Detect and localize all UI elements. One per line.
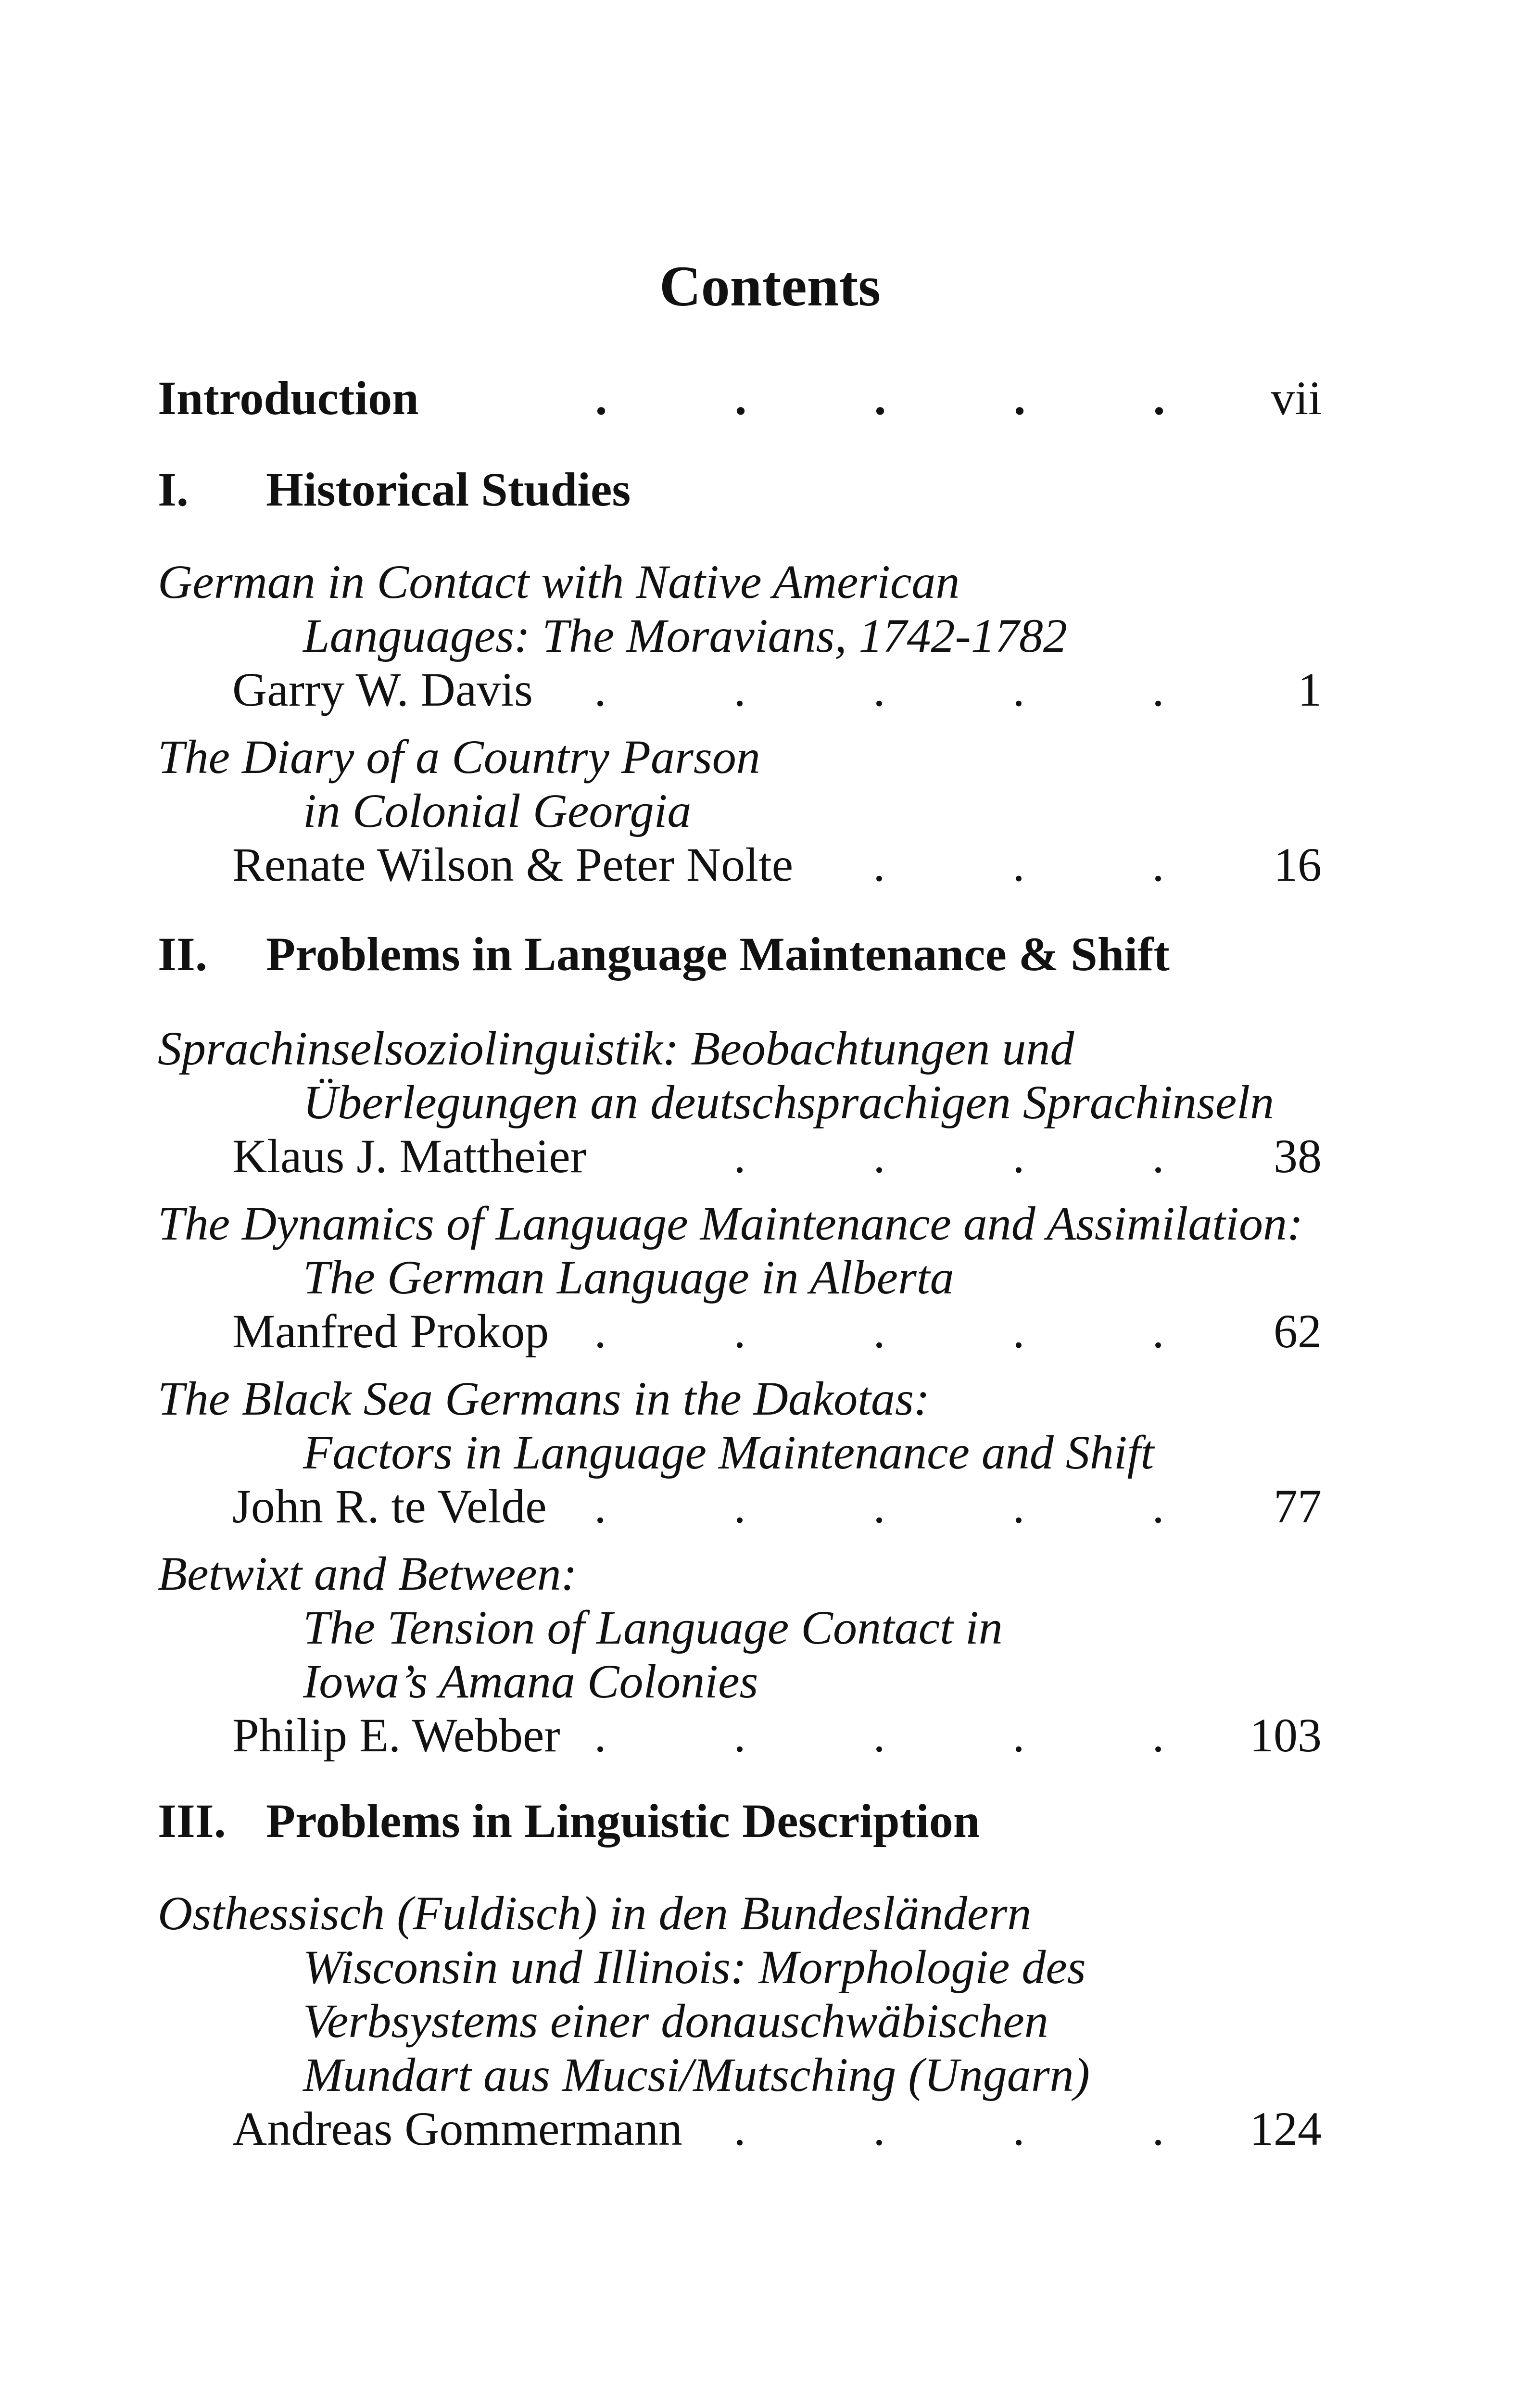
leader-dot: . [873,663,885,716]
entry-title-line: Mundart aus Mucsi/Mutsching (Ungarn) [303,2048,1090,2101]
toc-entry[interactable] [232,2100,1322,2158]
page-number: 62 [1274,1304,1322,1358]
leader-dot: . [1013,371,1026,425]
entry-title-line: in Colonial Georgia [303,784,692,837]
toc-entry[interactable] [232,1303,1322,1360]
leader-dot: . [1012,1304,1025,1358]
leader-dot: . [734,371,747,425]
entry-title-line: Languages: The Moravians, 1742-1782 [303,609,1067,662]
entry-title-line: Wisconsin und Illinois: Morphologie des [303,1940,1086,1994]
entry-title-line: The Diary of a Country Parson [158,730,760,784]
entry-author: John R. te Velde [232,1480,547,1533]
leader-dot: . [1012,838,1025,891]
entry-title-line: The Tension of Language Contact in [303,1601,1003,1654]
entry-title-line: The Dynamics of Language Maintenance and Assimilation: [158,1197,1303,1250]
page-number: 16 [1274,838,1322,891]
page-number: 103 [1250,1709,1322,1762]
leader-dot: . [1152,663,1164,716]
entry-title-line: Osthessisch (Fuldisch) in den Bundesländern [158,1886,1032,1940]
entry-title-line: The Black Sea Germans in the Dakotas: [158,1372,930,1425]
entry-title-line: Verbsystems einer donauschwäbischen [303,1994,1048,2048]
page-number: 1 [1298,663,1322,716]
leader-dot: . [1012,663,1025,716]
section-numeral: II. [158,927,207,981]
section-title: Historical Studies [266,463,631,516]
entry-title-line: Factors in Language Maintenance and Shift [303,1426,1154,1479]
entry-title-line: Überlegungen an deutschsprachigen Sprachinseln [303,1076,1275,1129]
entry-author: Renate Wilson & Peter Nolte [232,838,794,891]
leader-dot: . [873,2102,885,2155]
page-title: Contents [659,254,881,318]
page-number: vii [1271,371,1322,425]
entry-author: Klaus J. Mattheier [232,1129,586,1183]
leader-dot: . [1152,2102,1164,2155]
toc-entry[interactable] [232,661,1322,719]
section-heading [158,1792,1322,1850]
leader-dot: . [733,1129,746,1183]
leader-dot: . [874,371,886,425]
leader-dot: . [594,1304,606,1358]
leader-dot: . [733,663,746,716]
entry-author: Andreas Gommermann [232,2102,682,2155]
entry-author: Philip E. Webber [232,1709,560,1762]
leader-dot: . [594,1480,606,1533]
leader-dot: . [1012,1480,1025,1533]
entry-title-line: Betwixt and Between: [158,1547,577,1600]
leader-dot: . [873,1129,885,1183]
leader-dot: . [594,663,606,716]
page-number: 124 [1250,2102,1322,2155]
leader-dot: . [1152,1480,1164,1533]
leader-dot: . [1012,1709,1025,1762]
page-number: 38 [1274,1129,1322,1183]
entry-author: Manfred Prokop [232,1304,549,1358]
section-heading [158,925,1322,983]
entry-title-line: The German Language in Alberta [303,1251,954,1304]
leader-dot: . [1152,1129,1164,1183]
leader-dot: . [1153,371,1165,425]
leader-dot: . [733,2102,746,2155]
section-title: Problems in Language Maintenance & Shift [266,927,1170,981]
section-numeral: I. [158,463,189,516]
toc-entry[interactable] [232,836,1322,894]
toc-entry[interactable] [232,1707,1322,1764]
leader-dot: . [733,1480,746,1533]
leader-dot: . [1012,1129,1025,1183]
leader-dot: . [1152,838,1164,891]
leader-dot: . [733,1709,746,1762]
leader-dot: . [873,1304,885,1358]
leader-dot: . [873,1480,885,1533]
toc-entry[interactable] [232,1127,1322,1185]
introduction-label: Introduction [158,371,419,425]
leader-dot: . [873,838,885,891]
leader-dot: . [873,1709,885,1762]
leader-dot: . [1152,1304,1164,1358]
entry-title-line: Sprachinselsoziolinguistik: Beobachtungen und [158,1022,1074,1075]
toc-entry-introduction[interactable] [158,369,1322,427]
leader-dot: . [1152,1709,1164,1762]
section-title: Problems in Linguistic Description [266,1794,980,1848]
toc-entry[interactable] [232,1478,1322,1535]
section-numeral: III. [158,1794,226,1848]
leader-dot: . [733,1304,746,1358]
page-number: 77 [1274,1480,1322,1533]
section-heading [158,461,1322,519]
entry-title-line: German in Contact with Native American [158,555,960,608]
leader-dot: . [595,371,607,425]
leader-dot: . [1012,2102,1025,2155]
entry-title-line: Iowa’s Amana Colonies [303,1655,758,1708]
leader-dot: . [594,1709,606,1762]
entry-author: Garry W. Davis [232,663,533,716]
